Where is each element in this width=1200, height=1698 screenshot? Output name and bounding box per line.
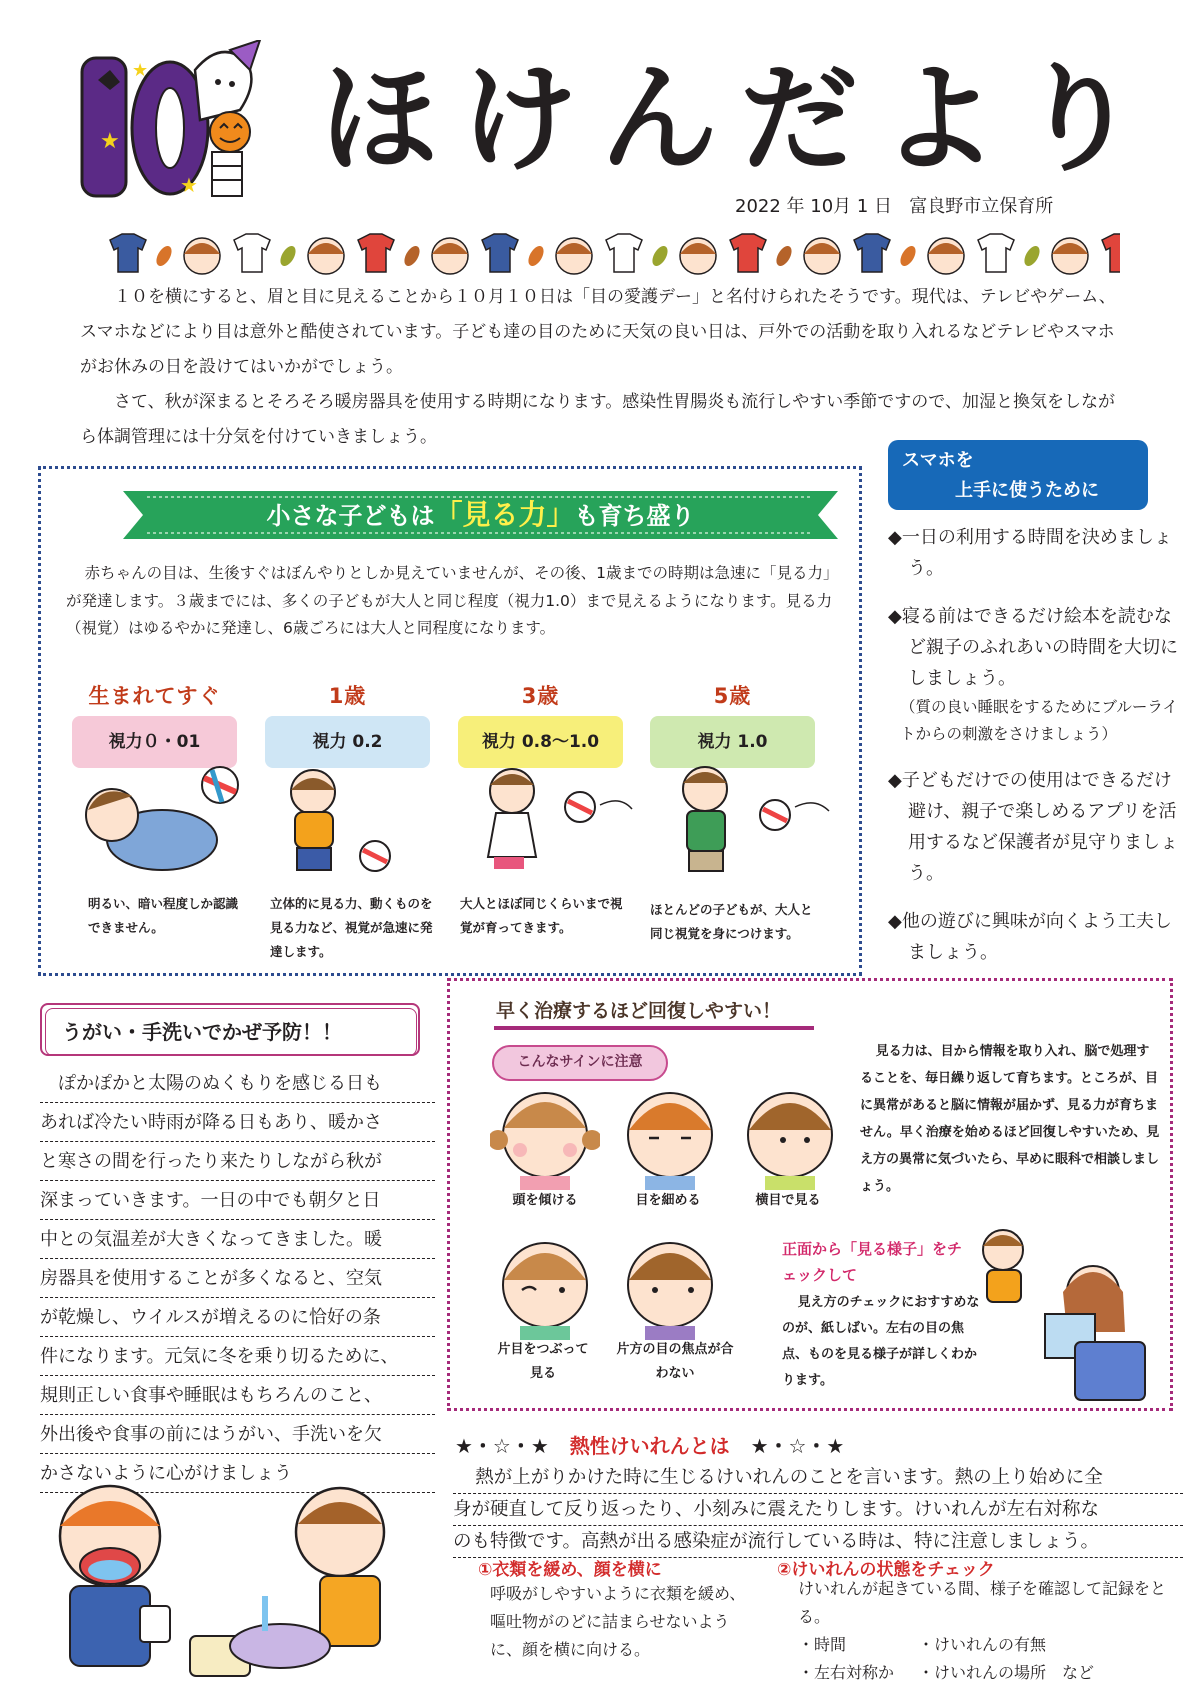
child-side-glance-illustration — [735, 1080, 845, 1190]
boy-kicking-ball-illustration — [655, 765, 835, 880]
leaf-icon — [1021, 243, 1042, 268]
stage-description: 明るい、暗い程度しか認識できません。 — [88, 896, 239, 935]
front-check-text: 見え方のチェックにおすすめなのが、紙しばい。左右の目の焦点、ものを見る様子が詳しくわかります。 — [782, 1295, 980, 1388]
fever-line: 身が硬直して反り返ったり、小刻みに震えたりします。けいれんが左右対称な — [453, 1494, 1183, 1526]
stage-vision-value: 視力 0.8～1.0 — [458, 716, 623, 768]
gargle-line: ぽかぽかと太陽のぬくもりを感じる日も — [40, 1064, 435, 1103]
fever-line: 熱が上がりかけた時に生じるけいれんのことを言います。熱の上り始めに全 — [453, 1462, 1183, 1494]
stage-age-5 — [650, 680, 815, 768]
gargle-line: かさないように心がけましょう — [40, 1454, 435, 1493]
leaf-icon — [897, 243, 918, 268]
halloween-logo — [80, 40, 270, 200]
leaf-icon — [649, 243, 670, 268]
leaf-icon — [153, 243, 174, 268]
smartphone-tips-subtitle: 上手に使うために — [955, 480, 1099, 501]
smartphone-tips-list — [888, 522, 1180, 985]
stage-newborn — [72, 680, 237, 768]
fever-step-1-text: 呼吸がしやすいように衣類を緩め、嘔吐物がのどに詰まらせないように、顔を横に向ける。 — [490, 1584, 746, 1659]
stage-age-label: 1歳 — [328, 684, 367, 708]
signs-title: 早く治療するほど回復しやすい！ — [496, 1000, 782, 1022]
child-face-icon — [556, 238, 592, 274]
sign-label-side-glance: 横目で見る — [755, 1193, 821, 1208]
stage-description: 立体的に見る力、動くものを見る力など、視覚が急速に発達します。 — [270, 896, 433, 959]
child-tilting-head-illustration — [490, 1080, 600, 1190]
intro-paragraph: さて、秋が深まるとそろそろ暖房器具を使用する時期になります。感染性胃腸炎も流行しやすい季節ですので、加湿と換気をしながら体調管理には十分気を付けていきましょう。 — [80, 392, 1115, 447]
shirt-icon — [110, 234, 146, 272]
stage-vision-value: 視力 1.0 — [650, 716, 815, 768]
fever-step-2-text: けいれんが起きている間、様子を確認して記録をとる。 — [798, 1579, 1167, 1626]
shirt-icon — [730, 234, 766, 272]
fever-step-1-heading: ①衣類を緩め、顔を横に — [478, 1560, 662, 1580]
date-line — [735, 192, 1053, 218]
signs-title-underline — [494, 1026, 814, 1030]
stage-description: ほとんどの子どもが、大人と同じ視覚を身につけます。 — [650, 902, 813, 941]
newsletter-title: ほけんだより — [320, 50, 1161, 188]
shirt-icon — [234, 234, 270, 272]
sign-label-tilt-head: 頭を傾ける — [512, 1193, 578, 1208]
vision-paragraph: 赤ちゃんの目は、生後すぐはぼんやりとしか見えていませんが、その後、1歳までの時期は急速に「見る力」が発達します。３歳までには、多くの子どもが大人と同じ程度（視力1.0）まで見えるようになります。見る力（視覚）はゆるやかに発達し、6歳ごろには大人と同程度になります。 — [66, 564, 839, 637]
stage-vision-value: 視力０・01 — [72, 716, 237, 768]
stars-right: ★・☆・★ — [750, 1434, 845, 1458]
smartphone-tips-title: スマホを — [902, 450, 974, 471]
svg-text:★: ★ — [100, 129, 120, 154]
sign-label-misaligned: 片方の目の焦点が合わない — [616, 1342, 734, 1381]
child-face-icon — [1052, 238, 1088, 274]
child-face-icon — [308, 238, 344, 274]
sign-label-squint: 目を細める — [635, 1193, 701, 1208]
signs-description — [860, 1038, 1160, 1200]
child-face-icon — [432, 238, 468, 274]
stage-vision-value: 視力 0.2 — [265, 716, 430, 768]
svg-text:★: ★ — [180, 173, 198, 197]
girl-throwing-ball-illustration — [460, 765, 640, 880]
child-face-icon — [804, 238, 840, 274]
gargle-line: あれば冷たい時雨が降る日もあり、暖かさ — [40, 1103, 435, 1142]
shirt-icon — [1102, 234, 1120, 272]
fever-step-2-block — [798, 1575, 1178, 1687]
svg-text:★: ★ — [132, 60, 149, 81]
child-face-icon — [928, 238, 964, 274]
gargle-line: 中との気温差が大きくなってきました。暖 — [40, 1220, 435, 1259]
banner-text-pre: 小さな子どもは — [266, 502, 435, 530]
clothes-faces-leaves-border — [100, 228, 1120, 284]
record-item: ・時間 — [798, 1635, 847, 1654]
parent-kamishibai-child-illustration — [975, 1222, 1155, 1402]
vision-body-text — [66, 560, 846, 643]
issue-date: 2022 年 10月 1 日 — [735, 196, 893, 217]
shirt-icon — [606, 234, 642, 272]
record-item: ・けいれんの場所 など — [918, 1663, 1095, 1682]
child-eye-misaligned-illustration — [615, 1230, 725, 1340]
stars-left: ★・☆・★ — [455, 1434, 549, 1458]
gargle-line: 外出後や食事の前にはうがい、手洗いを欠 — [40, 1415, 435, 1454]
gargle-line: が乾燥し、ウイルスが増えるのに恰好の条 — [40, 1298, 435, 1337]
shirt-icon — [358, 234, 394, 272]
intro-paragraph: １０を横にすると、眉と目に見えることから１０月１０日は「目の愛護デー」と名付けられたそうです。現代は、テレビやゲーム、スマホなどにより目は意外と酷使されています。子ども達の目のために天気の良い日は、戸外での活動を取り入れるなどテレビやスマホがお休みの日を設けてはいかがでしょう。 — [80, 287, 1116, 377]
child-squinting-illustration — [615, 1080, 725, 1190]
record-item: ・左右対称か — [798, 1663, 895, 1682]
record-items-row — [798, 1659, 1178, 1687]
gargle-body-text — [40, 1064, 435, 1493]
record-items-row — [798, 1631, 1178, 1659]
signs-description-text: 見る力は、目から情報を取り入れ、脳で処理することを、毎日繰り返して育ちます。ところが、目に異常があると脳に情報が届かず、見る力が育ちません。早く治療を始めるほど回復しやすいため、見え方の異常に気づいたら、早めに眼科で相談しましょう。 — [860, 1044, 1160, 1194]
gargle-line: 規則正しい食事や睡眠はもちろんのこと、 — [40, 1376, 435, 1415]
child-closing-one-eye-illustration — [490, 1230, 600, 1340]
leaf-icon — [525, 243, 546, 268]
leaf-icon — [773, 243, 794, 268]
signs-tag-text: こんなサインに注意 — [517, 1054, 643, 1070]
shirt-icon — [978, 234, 1014, 272]
front-check-title: 正面から「見る様子」をチェックして — [782, 1240, 963, 1284]
stage-description: 大人とほぼ同じくらいまで視覚が育ってきます。 — [460, 896, 623, 935]
leaf-icon — [401, 243, 422, 268]
tip-item: ◆寝る前はできるだけ絵本を読むなど親子のふれあいの時間を大切にしましょう。 — [888, 606, 1178, 689]
stage-age-label: 5歳 — [713, 684, 752, 708]
fever-body-text — [453, 1462, 1183, 1558]
front-check-description — [782, 1290, 982, 1394]
fever-line: のも特徴です。高熱が出る感染症が流行している時は、特に注意しましょう。 — [453, 1526, 1183, 1558]
tip-item: ◆一日の利用する時間を決めましょう。 — [888, 527, 1172, 579]
stage-age-label: 3歳 — [521, 684, 560, 708]
stage-age-3 — [458, 680, 623, 768]
vision-banner-title — [123, 494, 838, 537]
children-gargling-handwashing-illustration — [30, 1466, 430, 1688]
gargle-line: 深まっていきます。一日の中でも朝夕と日 — [40, 1181, 435, 1220]
leaf-icon — [277, 243, 298, 268]
shirt-icon — [482, 234, 518, 272]
stage-age-1 — [265, 680, 430, 768]
tip-note: （質の良い睡眠をするためにブルーライトからの刺激をさけましょう） — [900, 698, 1178, 743]
halloween-ten-illustration — [80, 40, 270, 200]
toddler-ball-illustration — [275, 768, 435, 878]
publisher-name: 富良野市立保育所 — [909, 196, 1054, 217]
fever-seizure-title — [455, 1430, 844, 1459]
stage-age-label: 生まれてすぐ — [88, 684, 221, 708]
banner-text-post: も育ち盛り — [574, 502, 695, 530]
sign-label-one-eye: 片目をつぶって見る — [497, 1342, 589, 1381]
tip-item: ◆子どもだけでの使用はできるだけ避け、親子で楽しめるアプリを活用するなど保護者が見守りましょう。 — [888, 770, 1178, 884]
fever-title-text: 熱性けいれんとは — [569, 1434, 730, 1458]
intro-text — [80, 280, 1120, 455]
banner-text-highlight: 「見る力」 — [434, 498, 575, 531]
shirt-icon — [854, 234, 890, 272]
decorative-border-row — [100, 228, 1120, 284]
fever-step-2-heading: ②けいれんの状態をチェック — [777, 1560, 995, 1580]
gargle-line: 房器具を使用することが多くなると、空気 — [40, 1259, 435, 1298]
tip-item: ◆他の遊びに興味が向くよう工夫しましょう。 — [888, 911, 1172, 963]
child-face-icon — [680, 238, 716, 274]
gargle-line: と寒さの間を行ったり来たりしながら秋が — [40, 1142, 435, 1181]
gargle-section-title: うがい・手洗いでかぜ予防！！ — [62, 1020, 342, 1044]
child-face-icon — [184, 238, 220, 274]
record-item: ・けいれんの有無 — [918, 1635, 1047, 1654]
gargle-line: 件になります。元気に冬を乗り切るために、 — [40, 1337, 435, 1376]
baby-lying-illustration — [72, 760, 242, 885]
